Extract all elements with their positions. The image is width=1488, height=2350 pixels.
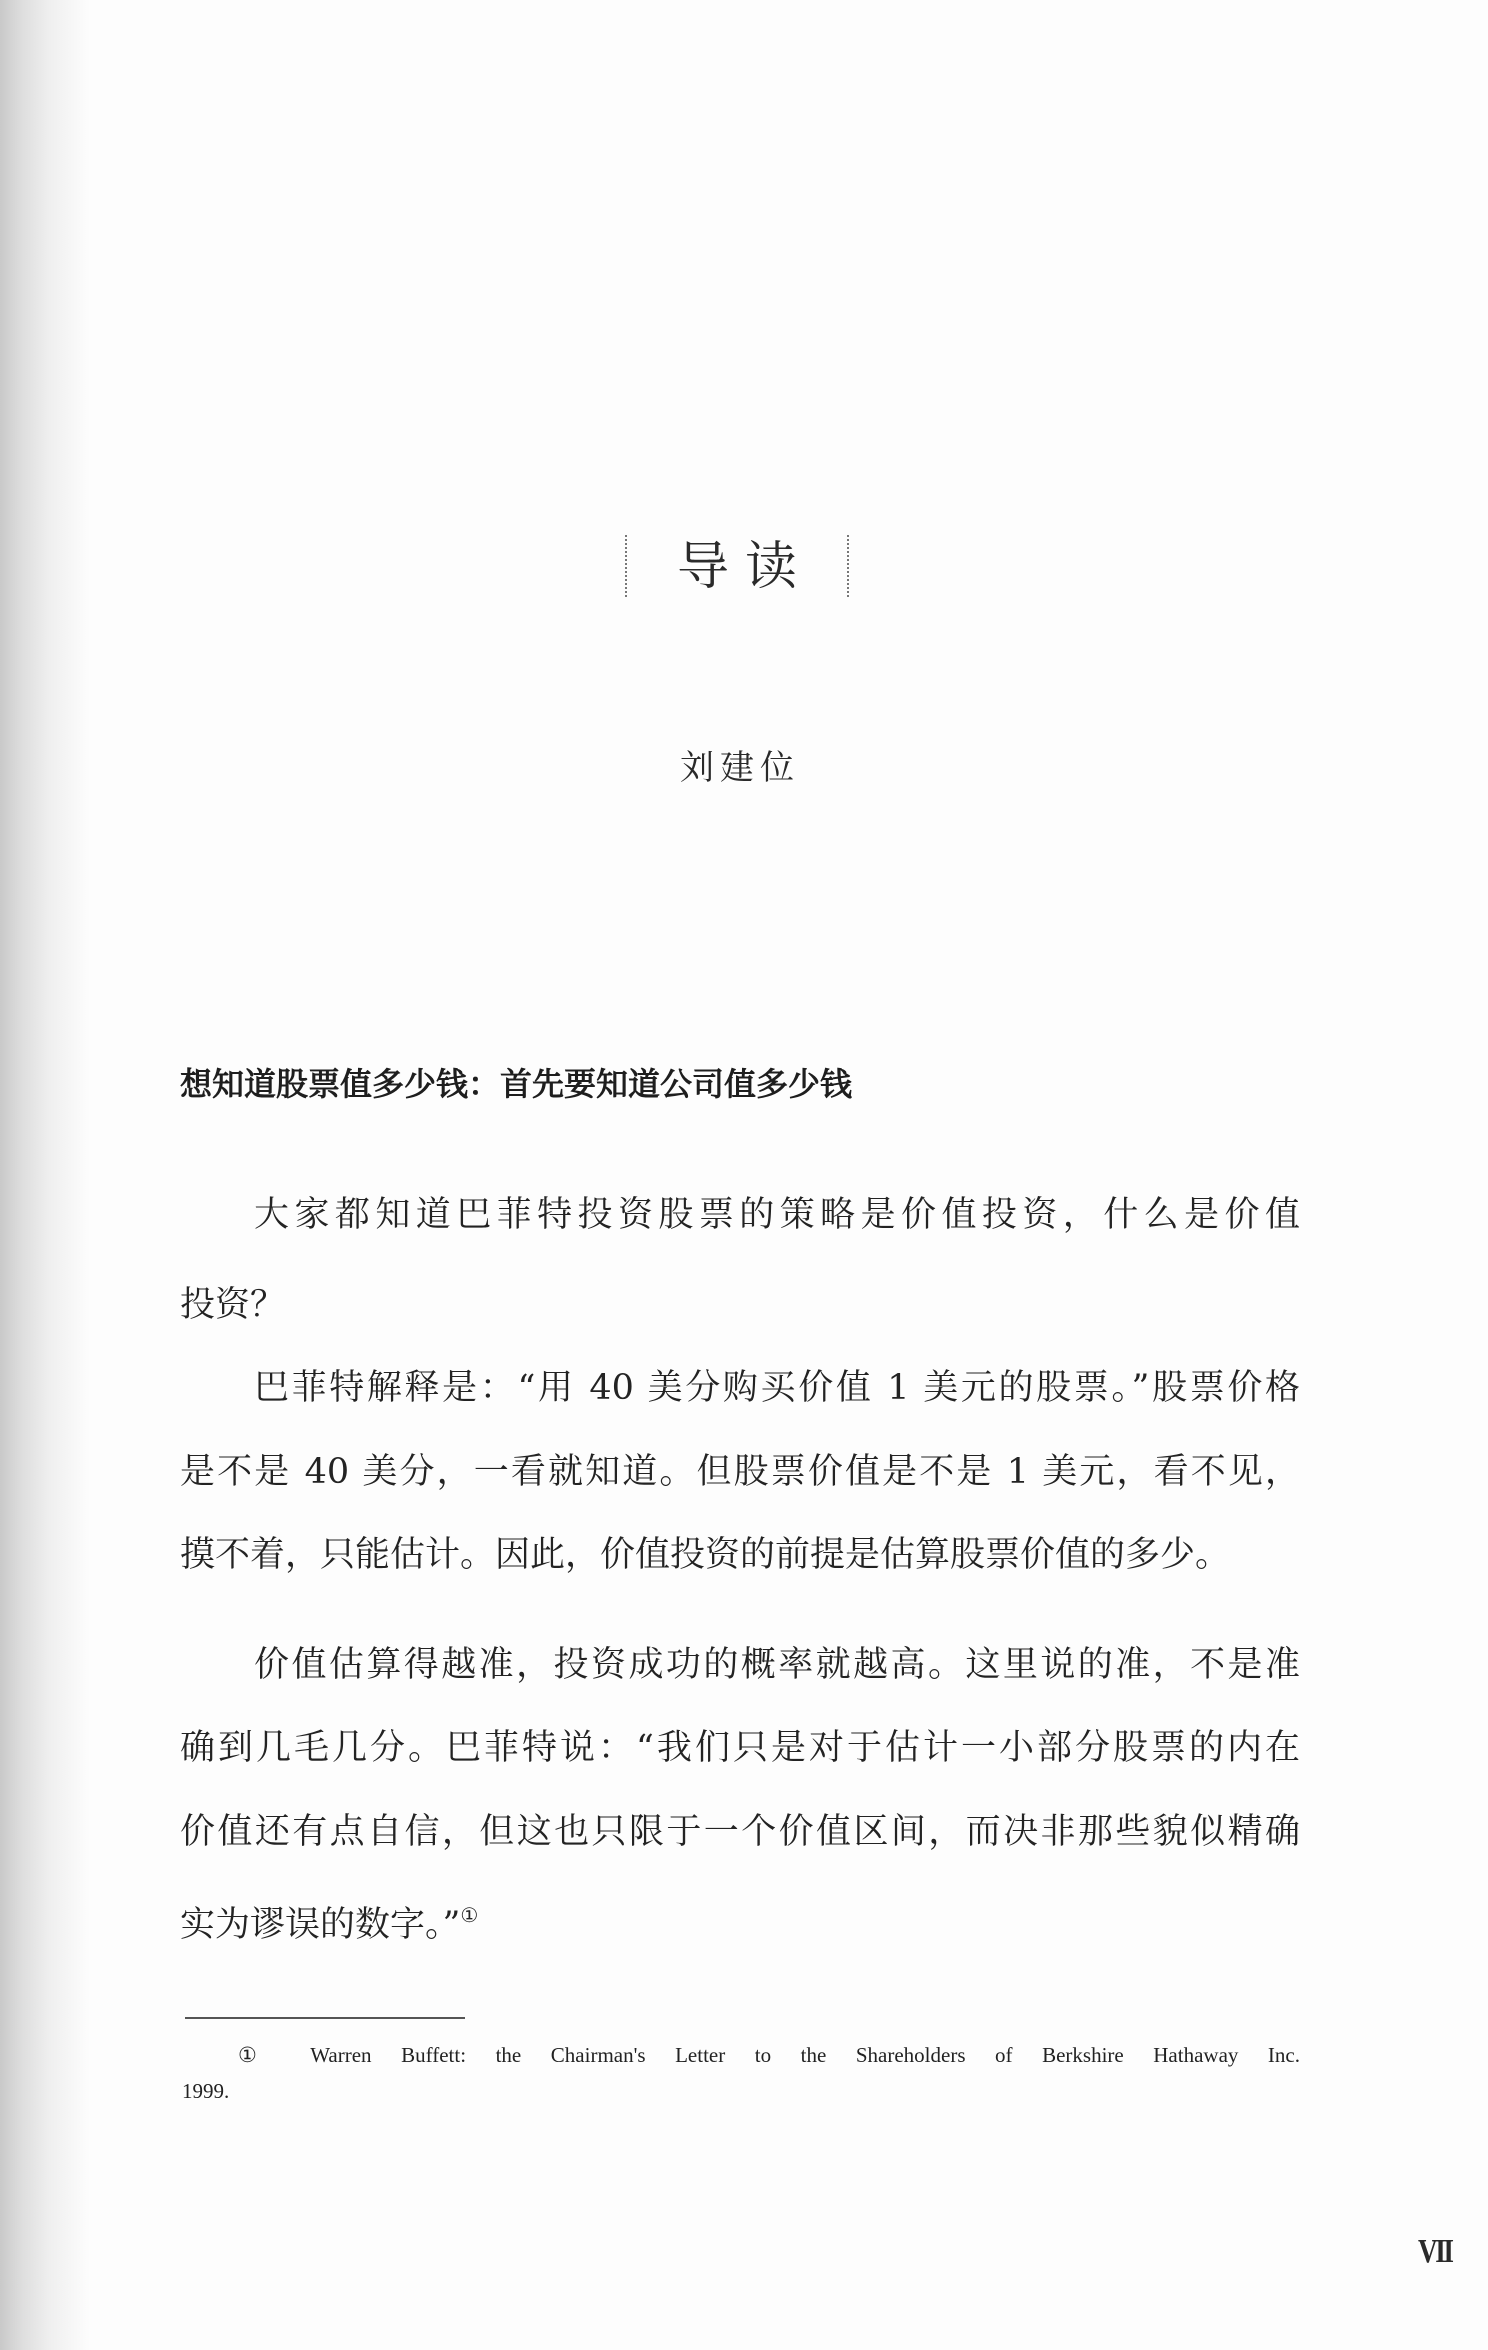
section-heading: 想知道股票值多少钱：首先要知道公司值多少钱 (180, 1065, 853, 1103)
paragraph-1-line-1: 大家都知道巴菲特投资股票的策略是价值投资，什么是价值 (254, 1195, 1300, 1235)
paragraph-3-line-4 (180, 1893, 1300, 1947)
paragraph-3-line-4-text: 实为谬误的数字。” (180, 1905, 461, 1945)
footnote-reference-mark[interactable]: ① (460, 1903, 479, 1927)
paragraph-2-line-3: 摸不着，只能估计。因此，价值投资的前提是估算股票价值的多少。 (180, 1535, 1231, 1575)
paragraph-2-line-2: 是不是 40 美分，一看就知道。但股票价值是不是 1 美元，看不见， (180, 1452, 1300, 1492)
paragraph-3-line-3: 价值还有点自信，但这也只限于一个价值区间，而决非那些貌似精确 (180, 1812, 1300, 1852)
title-right-bar (847, 535, 849, 597)
footnote-line-1: ① Warren Buffett: the Chairman's Letter to the Shareholders of Berkshire Hathaway Inc. (238, 2043, 1300, 2067)
chapter-title-block (625, 535, 849, 597)
page-edge-shadow (0, 0, 90, 2350)
footnote-line-2: 1999. (182, 2079, 230, 2103)
author-name: 刘建位 (680, 748, 800, 788)
paragraph-2-line-1: 巴菲特解释是：“用 40 美分购买价值 1 美元的股票。”股票价格 (254, 1368, 1300, 1408)
paragraph-3-line-2: 确到几毛几分。巴菲特说：“我们只是对于估计一小部分股票的内在 (180, 1728, 1300, 1768)
paragraph-1-line-2: 投资？ (180, 1285, 286, 1325)
footnote-divider (185, 2017, 465, 2019)
page-number: VII (1418, 2233, 1452, 2270)
paragraph-3-line-1: 价值估算得越准，投资成功的概率就越高。这里说的准，不是准 (254, 1645, 1300, 1685)
chapter-title: 导读 (676, 537, 813, 597)
